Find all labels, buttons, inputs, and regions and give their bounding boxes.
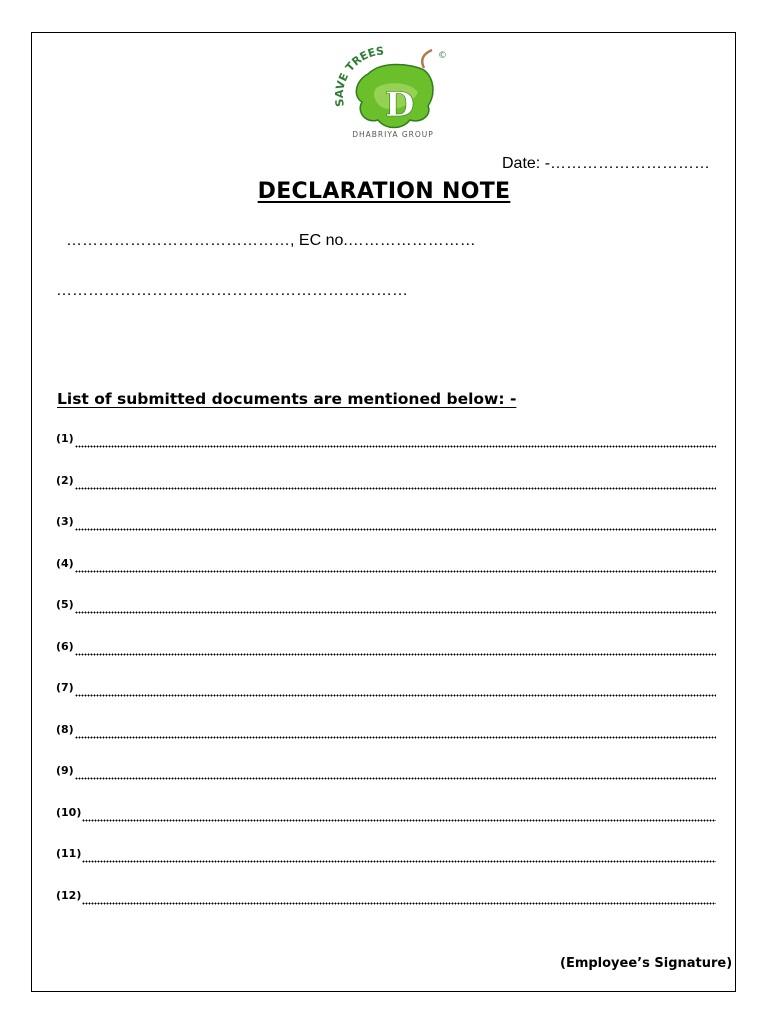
logo-monogram: D — [385, 85, 415, 125]
document-row-dotted-line — [75, 604, 716, 614]
document-row-dotted-line — [75, 480, 716, 490]
document-row-dotted-line — [75, 687, 716, 697]
document-row-number: (7) — [56, 681, 74, 694]
document-row-dotted-line — [82, 812, 716, 822]
date-field: Date: -………………………… — [502, 155, 711, 172]
document-row-number: (10) — [56, 805, 82, 819]
save-trees-leaf-icon — [330, 44, 450, 144]
document-row-dotted-line — [75, 521, 716, 531]
dhabriya-logo — [330, 44, 450, 144]
document-row-dotted-line — [75, 646, 716, 656]
document-row-number: (3) — [56, 515, 74, 528]
document-row-number: (12) — [56, 888, 82, 902]
document-row-dotted-line — [75, 770, 716, 780]
document-row — [56, 640, 716, 656]
document-row — [56, 889, 716, 905]
employee-signature-label: (Employee’s Signature) — [560, 956, 733, 971]
document-row-number: (9) — [56, 764, 74, 777]
copyright-icon: © — [438, 51, 447, 61]
blank-line-field: ………………………………………………………… — [56, 282, 408, 299]
document-row-dotted-line — [75, 563, 716, 573]
document-row — [56, 598, 716, 614]
page-title: DECLARATION NOTE — [257, 179, 511, 204]
logo-arc-text: SAVE TREES — [332, 44, 385, 108]
document-row — [56, 806, 716, 822]
document-row-number: (5) — [56, 598, 74, 611]
document-row — [56, 681, 716, 697]
document-row — [56, 515, 716, 531]
document-row-number: (4) — [56, 556, 74, 570]
document-row-number: (2) — [56, 473, 74, 487]
document-row — [56, 847, 716, 863]
document-row-dotted-line — [82, 853, 716, 863]
document-row-dotted-line — [75, 729, 716, 739]
document-row-number: (6) — [56, 639, 74, 653]
document-row — [56, 557, 716, 573]
document-row — [56, 432, 716, 448]
document-row-number: (11) — [56, 847, 82, 860]
document-row — [56, 723, 716, 739]
document-row — [56, 764, 716, 780]
document-row-number: (1) — [56, 432, 74, 445]
document-row — [56, 474, 716, 490]
name-ec-field: ……………………………………, EC no.…………………… — [66, 232, 476, 249]
logo-caption: DHABRIYA GROUP — [352, 130, 434, 139]
document-row-dotted-line — [75, 438, 716, 448]
documents-heading: List of submitted documents are mentioned below: - — [57, 390, 517, 408]
document-row-number: (8) — [56, 722, 74, 736]
document-row-dotted-line — [82, 895, 716, 905]
